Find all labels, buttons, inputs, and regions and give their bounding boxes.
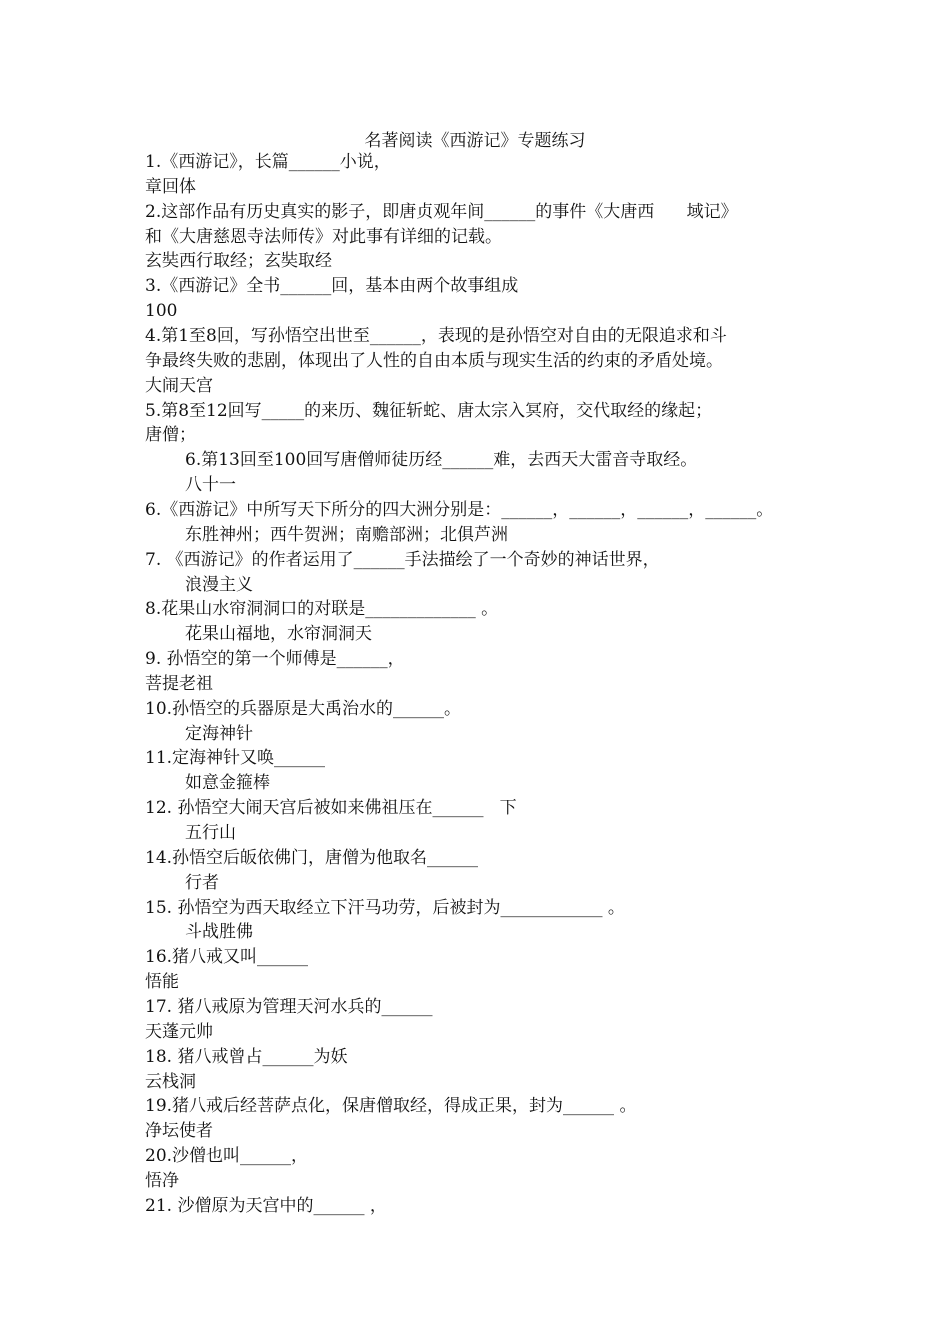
text-line: 17. 猪八戒原为管理天河水兵的______ <box>145 996 433 1017</box>
text-line: 3.《西游记》全书______回，基本由两个故事组成 <box>145 276 519 297</box>
page-title: 名著阅读《西游记》专题练习 <box>364 131 586 151</box>
text-line: 花果山福地，水帘洞洞天 <box>185 624 372 645</box>
text-line: 大闹天宫 <box>145 375 213 396</box>
text-line: 章回体 <box>145 176 196 197</box>
text-line: 菩提老祖 <box>145 673 213 694</box>
text-line: 100 <box>145 301 178 322</box>
text-line: 15. 孙悟空为西天取经立下汗马功劳，后被封为____________ 。 <box>145 897 625 918</box>
text-line: 8.花果山水帘洞洞口的对联是_____________ 。 <box>145 599 499 620</box>
text-line: 悟净 <box>145 1170 179 1191</box>
text-line: 悟能 <box>145 972 179 993</box>
text-line: 浪漫主义 <box>185 574 253 595</box>
text-line: 5.第8至12回写_____的来历、魏征斩蛇、唐太宗入冥府，交代取经的缘起； <box>145 400 713 421</box>
text-line: 20.沙僧也叫______， <box>145 1146 309 1166</box>
text-line: 11.定海神针又唤______ <box>145 748 326 769</box>
text-line: 争最终失败的悲剧，体现出了人性的自由本质与现实生活的约束的矛盾处境。 <box>145 350 723 371</box>
text-line: 9. 孙悟空的第一个师傅是______， <box>145 649 405 669</box>
text-line: 斗战胜佛 <box>185 922 253 943</box>
text-line: 12. 孙悟空大闹天宫后被如来佛祖压在______ 下 <box>145 798 517 819</box>
text-line: 21. 沙僧原为天宫中的______ ， <box>145 1195 387 1216</box>
text-line: 云栈洞 <box>145 1071 196 1092</box>
text-line: 天蓬元帅 <box>145 1021 213 1042</box>
text-line: 6.《西游记》中所写天下所分的四大洲分别是：______，______，______，______。 <box>145 499 774 520</box>
text-line: 14.孙悟空后皈依佛门，唐僧为他取名______ <box>145 847 479 868</box>
text-line: 五行山 <box>185 823 236 843</box>
text-line: 7. 《西游记》的作者运用了______手法描绘了一个奇妙的神话世界， <box>145 549 660 570</box>
text-line: 16.猪八戒又叫______ <box>145 947 309 968</box>
text-line: 定海神针 <box>185 723 253 744</box>
text-line: 2.这部作品有历史真实的影子，即唐贞观年间______的事件《大唐西 域记》 <box>145 201 738 222</box>
text-line: 6.第13回至100回写唐僧师徒历经______难，去西天大雷音寺取经。 <box>185 450 698 471</box>
text-line: 19.猪八戒后经菩萨点化，保唐僧取经，得成正果，封为______ 。 <box>145 1096 637 1117</box>
text-line: 玄奘西行取经；玄奘取经 <box>145 251 332 272</box>
text-line: 东胜神州；西牛贺洲；南赡部洲；北俱芦洲 <box>185 524 508 545</box>
text-line: 唐僧； <box>145 425 196 446</box>
text-line: 行者 <box>185 872 219 893</box>
text-line: 八十一 <box>185 475 236 496</box>
text-line: 和《大唐慈恩寺法师传》对此事有详细的记载。 <box>145 226 502 247</box>
text-line: 10.孙悟空的兵器原是大禹治水的______。 <box>145 698 462 719</box>
text-line: 18. 猪八戒曾占______为妖 <box>145 1046 348 1067</box>
text-line: 4.第1至8回，写孙悟空出世至______，表现的是孙悟空对自由的无限追求和斗 <box>145 326 727 346</box>
text-line: 1.《西游记》，长篇______小说， <box>145 152 391 172</box>
text-line: 如意金箍棒 <box>185 773 270 794</box>
text-line: 净坛使者 <box>145 1121 213 1142</box>
